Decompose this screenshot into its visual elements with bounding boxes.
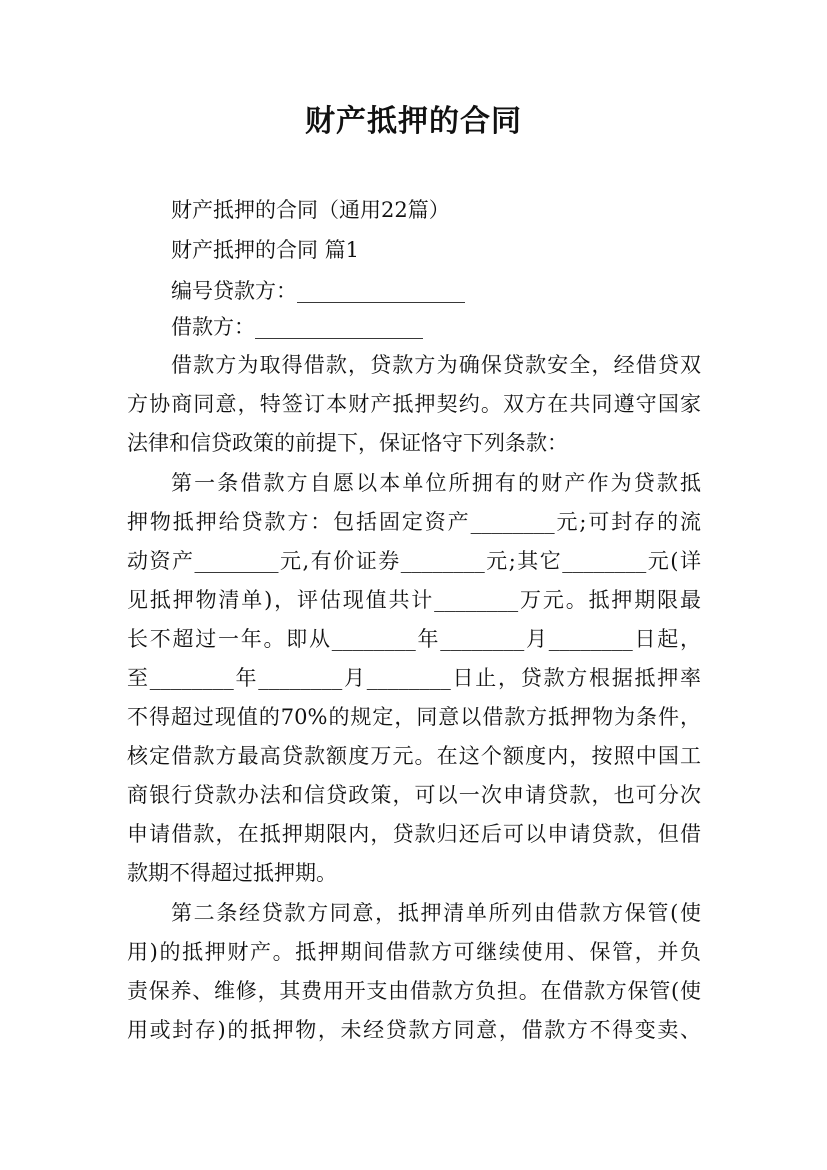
paragraph-line: 至________年________月________日止，贷款方根据抵押率 — [127, 666, 701, 690]
paragraph-line: 不得超过现值的70%的规定，同意以借款方抵押物为条件， — [127, 705, 701, 729]
paragraph-line: 核定借款方最高贷款额度万元。在这个额度内，按照中国工 — [127, 744, 701, 768]
paragraph-line: 用)的抵押财产。抵押期间借款方可继续使用、保管，并负 — [127, 940, 701, 964]
paragraph-line: 第一条借款方自愿以本单位所拥有的财产作为贷款抵 — [171, 471, 701, 495]
paragraph-line: 申请借款，在抵押期限内，贷款归还后可以申请贷款，但借 — [127, 822, 701, 846]
paragraph-line: 长不超过一年。即从________年________月________日起， — [127, 627, 701, 651]
paragraph-line: 第二条经贷款方同意，抵押清单所列由借款方保管(使 — [171, 901, 701, 925]
paragraph-line: 动资产________元,有价证券________元;其它________元(详 — [127, 549, 701, 573]
paragraph-line: 法律和信贷政策的前提下，保证恪守下列条款： — [127, 431, 568, 455]
paragraph-line: 借款方为取得借款，贷款方为确保贷款安全，经借贷双 — [171, 353, 701, 377]
document-title: 财产抵押的合同 — [305, 104, 522, 139]
paragraph-line: 方协商同意，特签订本财产抵押契约。双方在共同遵守国家 — [127, 392, 701, 416]
paragraph-line: 责保养、维修，其费用开支由借款方负担。在借款方保管(使 — [127, 979, 701, 1003]
borrower-field-line: 借款方：________________ — [171, 315, 423, 339]
section-heading: 财产抵押的合同 篇1 — [171, 238, 360, 262]
lender-field-line: 编号贷款方：________________ — [171, 279, 465, 303]
paragraph-line: 押物抵押给贷款方：包括固定资产________元;可封存的流 — [127, 510, 701, 534]
paragraph-line: 用或封存)的抵押物，未经贷款方同意，借款方不得变卖、 — [127, 1018, 701, 1042]
paragraph-line: 见抵押物清单)，评估现值共计________万元。抵押期限最 — [127, 588, 701, 612]
paragraph-line: 款期不得超过抵押期。 — [127, 861, 337, 885]
subtitle-line: 财产抵押的合同（通用22篇） — [171, 198, 450, 222]
paragraph-line: 商银行贷款办法和信贷政策，可以一次申请贷款，也可分次 — [127, 783, 701, 807]
